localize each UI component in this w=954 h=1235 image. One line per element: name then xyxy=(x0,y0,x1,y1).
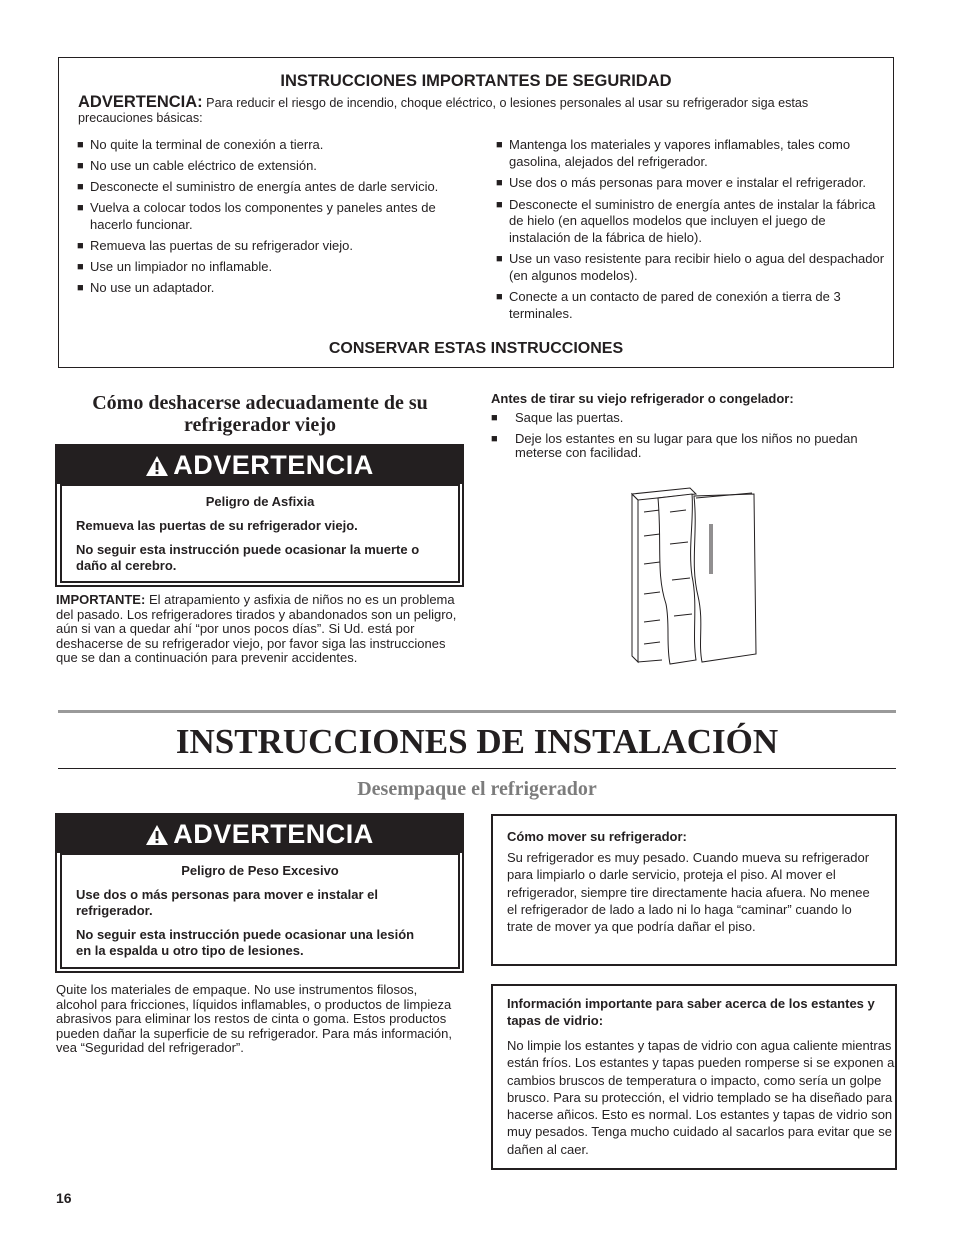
list-item-text: Deje los estantes en su lugar para que los niños no puedan meterse con facilidad. xyxy=(515,430,858,460)
list-item xyxy=(491,432,887,461)
unpack-paragraph: Quite los materiales de empaque. No use instrumentos filosos, alcohol para fricciones, líquidos inflamables, o productos de limpieza abrasivos para eliminar los restos de cinta o goma. Estos productos pueden dañar la superficie de su refrigerador. Para más información, vea “Seguridad del refrigerador”. xyxy=(56,982,452,1055)
safety-left-list xyxy=(77,137,477,296)
list-item: ■ Use un vaso resistente para recibir hielo o agua del despachador (en algunos modelos). xyxy=(496,251,888,284)
important-paragraph xyxy=(56,593,460,666)
warning-body xyxy=(60,484,460,583)
list-item: ■ Use un limpiador no inflamable. xyxy=(77,259,477,276)
warning-line: Remueva las puertas de su refrigerador viejo. xyxy=(76,518,358,533)
install-warning-box xyxy=(55,813,464,973)
warning-line: No seguir esta instrucción puede ocasionar una lesión en la espalda u otro tipo de lesiones. xyxy=(76,927,415,958)
warning-triangle-icon xyxy=(145,824,169,846)
list-item: ■ Remueva las puertas de su refrigerador viejo. xyxy=(77,238,477,255)
list-item: ■ No use un adaptador. xyxy=(77,280,477,297)
safety-title: INSTRUCCIONES IMPORTANTES DE SEGURIDAD xyxy=(280,72,672,90)
page-number: 16 xyxy=(56,1190,72,1206)
warning-hazard: Peligro de Peso Excesivo xyxy=(181,863,339,878)
installation-title: INSTRUCCIONES DE INSTALACIÓN xyxy=(175,722,779,761)
safety-warning-text: Para reducir el riesgo de incendio, choque eléctrico, o lesiones personales al usar su refrigerador siga estas precauciones básicas: xyxy=(78,96,809,125)
list-item: ■ No use un cable eléctrico de extensión. xyxy=(77,158,477,175)
warning-header-text: ADVERTENCIA xyxy=(173,450,374,480)
list-item: ■ Use dos o más personas para mover e instalar el refrigerador. xyxy=(496,175,888,192)
warning-header xyxy=(57,446,462,484)
warning-body xyxy=(60,853,460,969)
warning-line: No seguir esta instrucción puede ocasionar la muerte o daño al cerebro. xyxy=(76,542,420,573)
list-item: ■ Desconecte el suministro de energía antes de darle servicio. xyxy=(77,179,477,196)
glass-shelves-box xyxy=(491,984,897,1170)
unpack-subtitle: Desempaque el refrigerador xyxy=(357,778,597,800)
list-item: ■ Conecte a un contacto de pared de conexión a tierra de 3 terminales. xyxy=(496,289,888,322)
bullet-icon: ■ xyxy=(491,432,498,445)
move-box-title: Cómo mover su refrigerador: xyxy=(507,829,687,844)
list-item: ■ No quite la terminal de conexión a tierra. xyxy=(77,137,477,154)
list-item: ■ Mantenga los materiales y vapores inflamables, tales como gasolina, alejados del refrigerador. xyxy=(496,137,888,170)
warning-hazard: Peligro de Asfixia xyxy=(205,494,315,509)
before-disposal-title: Antes de tirar su viejo refrigerador o congelador: xyxy=(491,391,794,406)
warning-line: Use dos o más personas para mover e instalar el refrigerador. xyxy=(76,887,379,918)
disposal-warning-box xyxy=(55,444,464,587)
title-underline xyxy=(58,768,896,769)
bullet-icon: ■ xyxy=(491,412,498,424)
safety-warning xyxy=(78,95,878,126)
important-label: IMPORTANTE: xyxy=(56,592,146,607)
list-item: ■ Vuelva a colocar todos los componentes y paneles antes de hacerlo funcionar. xyxy=(77,200,477,233)
safety-right-list xyxy=(496,137,888,322)
list-item-text: Saque las puertas. xyxy=(515,410,624,425)
section-divider xyxy=(58,710,896,713)
important-text: El atrapamiento y asfixia de niños no es un problema del pasado. Los refrigeradores tirados y abandonados son un peligro, aún si van a quedar ahí “por unos pocos días”. Si Ud. está por deshacerse de su refrigerador viejo, por favor siga las instrucciones que se dan a continuación para prevenir accidentes. xyxy=(56,592,457,665)
safety-warning-label: ADVERTENCIA: xyxy=(78,93,203,111)
keep-instructions: CONSERVAR ESTAS INSTRUCCIONES xyxy=(328,340,624,357)
refrigerator-doors-open-illustration xyxy=(626,484,760,670)
warning-triangle-icon xyxy=(145,455,169,477)
glass-box-title: Información importante para saber acerca de los estantes y tapas de vidrio: xyxy=(507,996,875,1029)
glass-box-text: No limpie los estantes y tapas de vidrio con agua caliente mientras están fríos. Los estantes y tapas pueden romperse si se exponen a cambios bruscos de temperatura o impacto, como sería un golpe brusco. Para su protección, el vidrio templado se ha diseñado para hacerse añicos. Esto es normal. Los estantes y tapas de vidrio son muy pesados. Tenga mucho cuidado al sacarlos para evitar que se dañen al caer. xyxy=(507,1038,895,1157)
list-item xyxy=(491,411,887,426)
before-disposal-list xyxy=(491,411,887,461)
move-refrigerator-box xyxy=(491,814,897,966)
disposal-heading: Cómo deshacerse adecuadamente de su refrigerador viejo xyxy=(92,392,428,436)
warning-header xyxy=(57,815,462,853)
list-item: ■ Desconecte el suministro de energía antes de instalar la fábrica de hielo (en aquellos modelos que incluyen el juego de instalación de la fábrica de hielo). xyxy=(496,197,888,247)
move-box-text: Su refrigerador es muy pesado. Cuando mueva su refrigerador para limpiarlo o darle servicio, proteja el piso. Al mover el refrigerador, siempre tire directamente hacia afuera. No menee el refrigerador de lado a lado ni lo haga “caminar” cuando lo trate de mover ya que podría dañar el piso. xyxy=(507,850,870,935)
warning-header-text: ADVERTENCIA xyxy=(173,819,374,849)
